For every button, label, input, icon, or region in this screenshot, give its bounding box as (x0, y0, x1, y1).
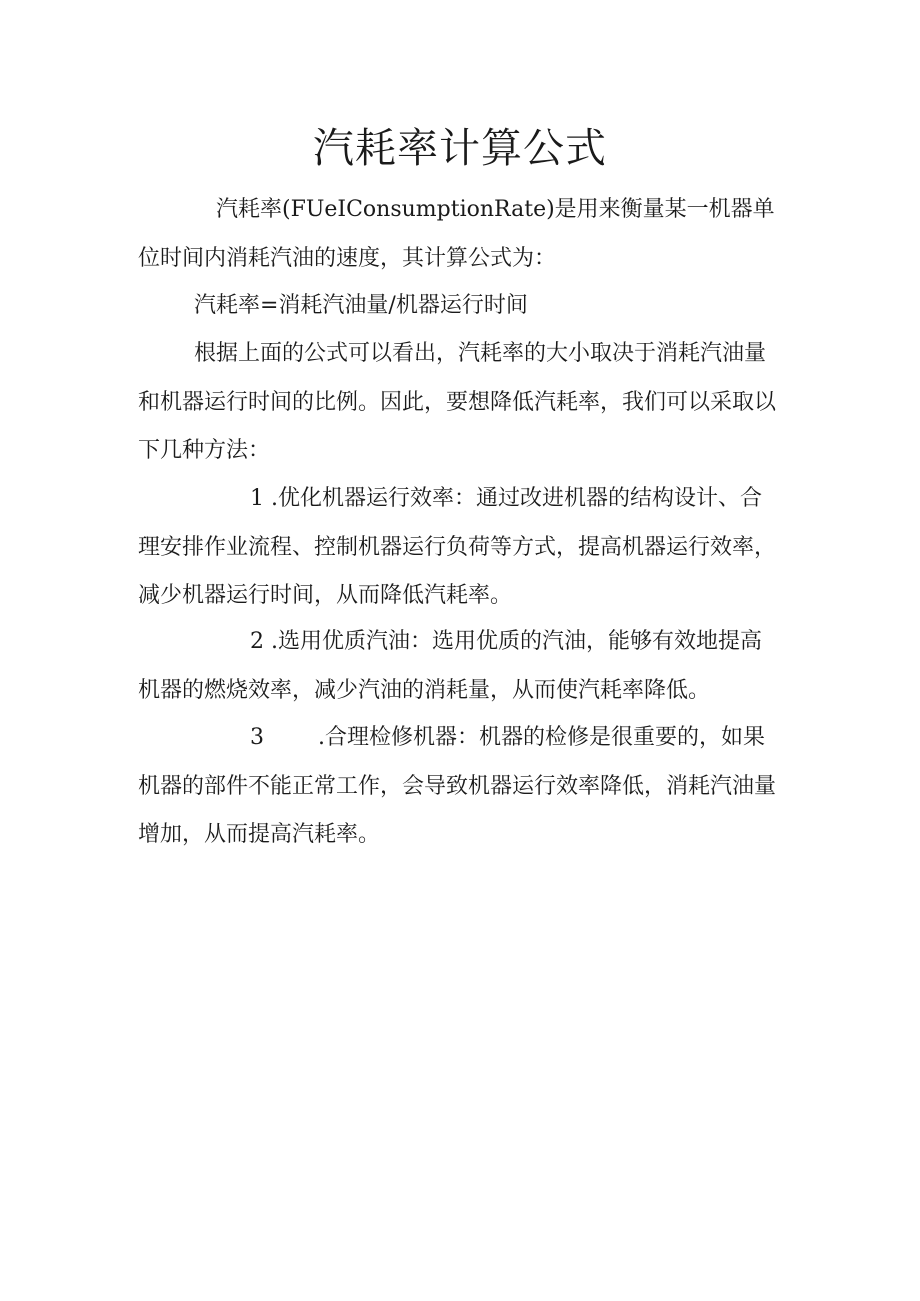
method-number: 1 (250, 486, 264, 511)
formula-paragraph: 汽耗率=消耗汽油量/机器运行时间 (194, 293, 528, 318)
analysis-paragraph: 根据上面的公式可以看出，汽耗率的大小取决于消耗汽油量和机器运行时间的比例。因此，要想降低汽耗率，我们可以采取以下几种方法： (138, 341, 777, 463)
document-title: 汽耗率计算公式 (313, 124, 607, 172)
method-text: .合理检修机器：机器的检修是很重要的，如果机器的部件不能正常工作，会导致机器运行效率降低，消耗汽油量增加，从而提高汽耗率。 (138, 725, 777, 847)
method-item-3 (138, 714, 778, 860)
intro-paragraph: 汽耗率(FUeIConsumptionRate)是用来衡量某一机器单位时间内消耗汽油的速度，其计算公式为： (138, 197, 775, 271)
method-text: .优化机器运行效率：通过改进机器的结构设计、合理安排作业流程、控制机器运行负荷等方式，提高机器运行效率，减少机器运行时间，从而降低汽耗率。 (138, 486, 777, 608)
method-number: 2 (250, 629, 264, 654)
method-item-1 (138, 475, 778, 621)
method-item-2 (138, 618, 778, 715)
method-number: 3 (250, 725, 264, 750)
method-text: .选用优质汽油：选用优质的汽油，能够有效地提高机器的燃烧效率，减少汽油的消耗量，从而使汽耗率降低。 (138, 629, 762, 703)
